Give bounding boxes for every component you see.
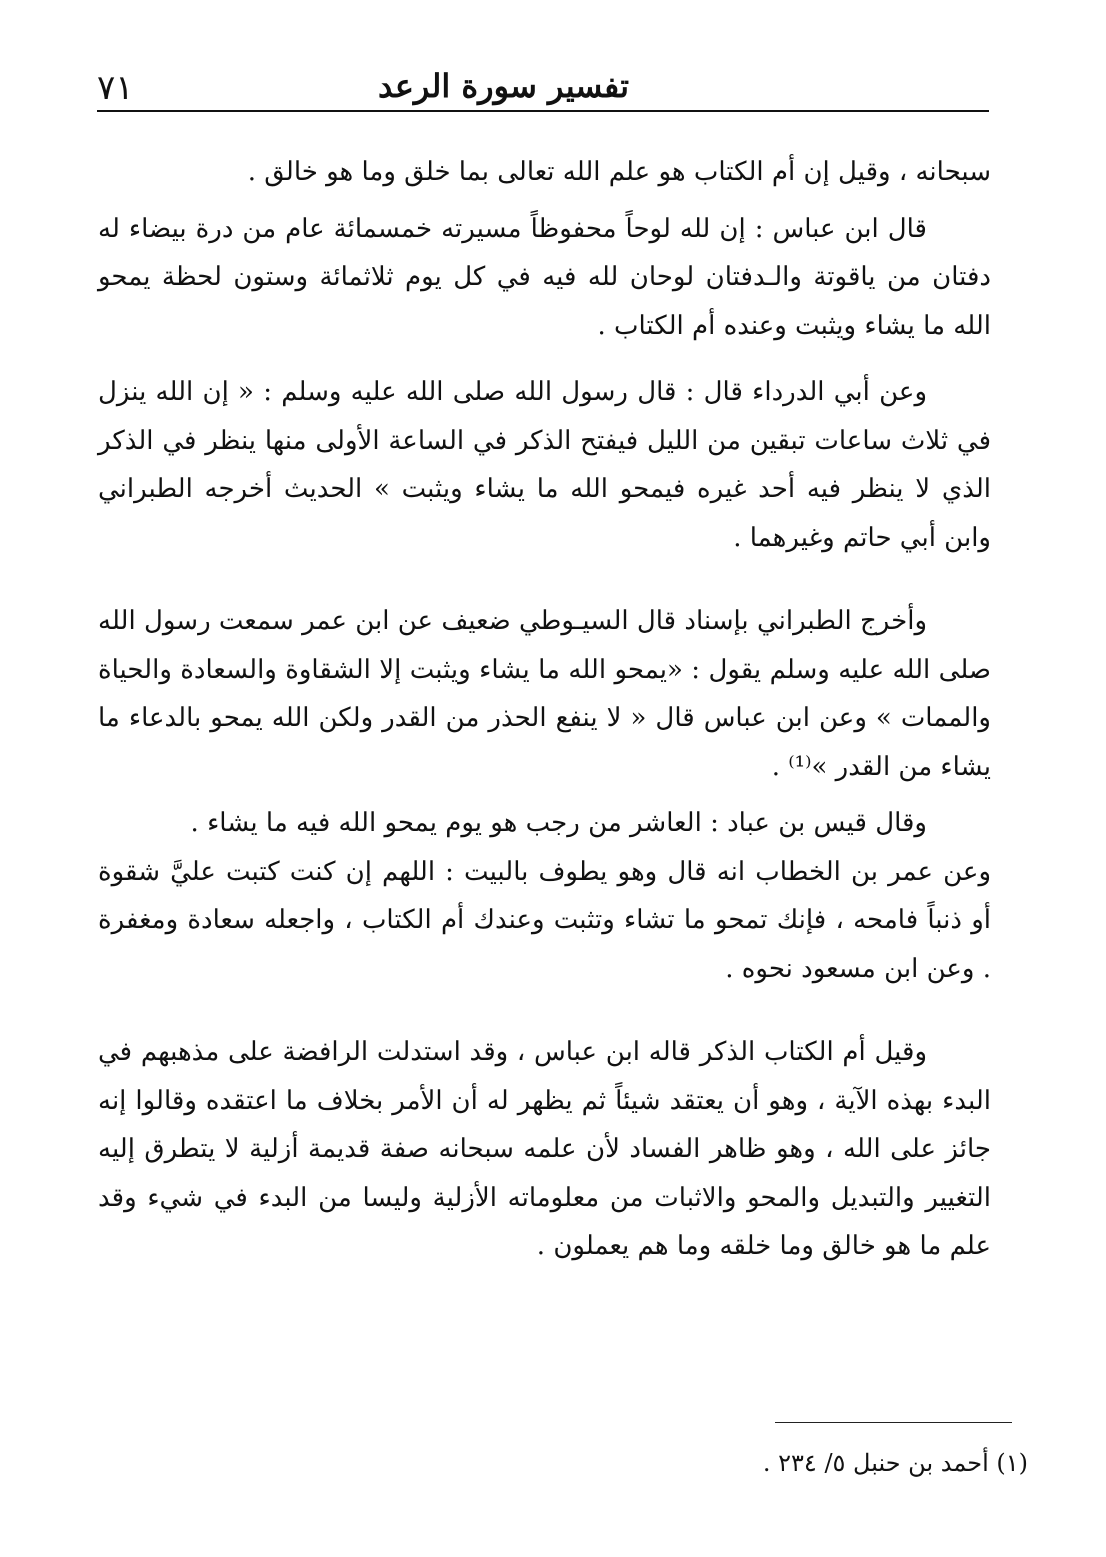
header-rule (97, 110, 989, 112)
footnote: (١) أحمد بن حنبل ٥/ ٢٣٤ . (762, 1449, 1028, 1477)
paragraph: قال ابن عباس : إن لله لوحاً محفوظاً مسيرته خمسمائة عام من درة بيضاء له دفتان من ياقوتة والـدفتان لوحان لله فيه في كل يوم ثلاثمائة وستون لحظة يمحو الله ما يشاء ويثبت وعنده أم الكتاب . (98, 213, 991, 341)
paragraph: سبحانه ، وقيل إن أم الكتاب هو علم الله تعالى بما خلق وما هو خالق . (247, 157, 991, 187)
paragraph: وقيل أم الكتاب الذكر قاله ابن عباس ، وقد استدلت الرافضة على مذهبهم في البدء بهذه الآية ، وهو أن يعتقد شيئاً ثم يظهر له أن الأمر بخلاف ما اعتقده وقالوا إنه جائز على الله ، وهو ظاهر الفساد لأن علمه سبحانه صفة قديمة أزلية لا يتطرق إليه التغيير والتبديل والمحو والاثبات من معلوماته الأزلية وليسا من البدء في شيء وقد علم ما هو خالق وما خلقه وما هم يعملون . (98, 1037, 991, 1261)
paragraph: وعن أبي الدرداء قال : قال رسول الله صلى الله عليه وسلم : « إن الله ينزل في ثلاث ساعات تبقين من الليل فيفتح الذكر في الساعة الأولى منها ينظر في الذكر الذي لا ينظر فيه أحد غيره فيمحو الله ما يشاء ويثبت » الحديث أخرجه الطبراني وابن أبي حاتم وغيرهما . (98, 377, 991, 553)
main-text (98, 148, 991, 1271)
footnote-rule (775, 1422, 1012, 1423)
page-header (97, 62, 989, 114)
paragraph: وقال قيس بن عباد : العاشر من رجب هو يوم يمحو الله فيه ما يشاء . (190, 808, 927, 838)
running-title: تفسير سورة الرعد (378, 67, 629, 105)
paragraph: وأخرج الطبراني بإسناد قال السيـوطي ضعيف عن ابن عمر سمعت رسول الله صلى الله عليه وسلم يقول : «يمحو الله ما يشاء ويثبت إلا الشقاوة والسعادة والحياة والممات » وعن ابن عباس قال « لا ينفع الحذر من القدر ولكن الله يمحو بالدعاء ما يشاء من القدر »⁽¹⁾ . (98, 606, 991, 782)
paragraph: وعن عمر بن الخطاب انه قال وهو يطوف بالبيت : اللهم إن كنت كتبت عليَّ شقوة أو ذنباً فامحه ، فإنك تمحو ما تشاء وتثبت وعندك أم الكتاب ، واجعله سعادة ومغفرة . وعن ابن مسعود نحوه . (98, 856, 991, 984)
page-number: ٧١ (97, 68, 134, 108)
